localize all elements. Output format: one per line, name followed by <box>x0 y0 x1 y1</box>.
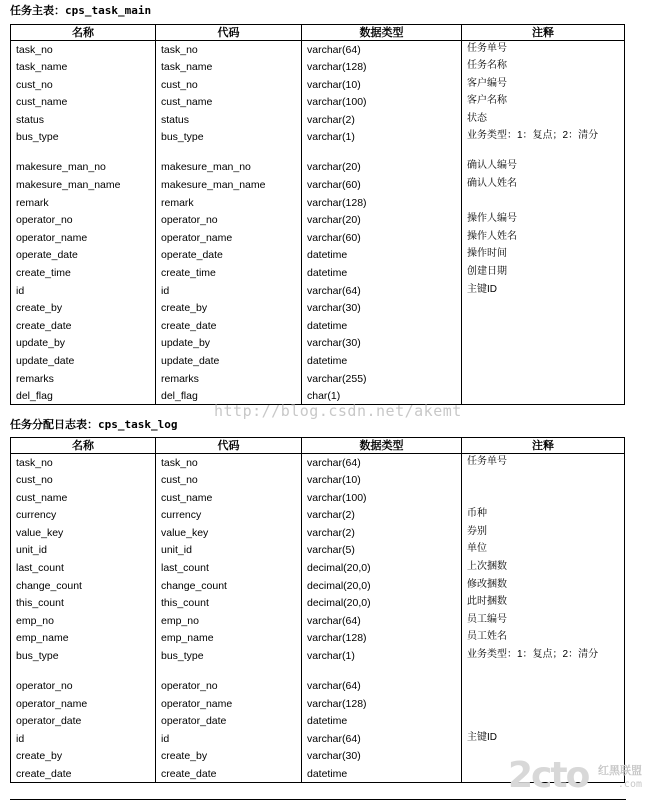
table-task-log <box>10 437 625 783</box>
header-comment: 注释 <box>462 438 625 454</box>
cell-name: this_count <box>11 594 156 612</box>
cell-code: operator_no <box>156 211 302 229</box>
table-row <box>11 111 625 129</box>
cell-name: operator_no <box>11 677 156 695</box>
cell-comment: 业务类型：1：复点；2：清分 <box>462 647 625 677</box>
cell-type: decimal(20,0) <box>302 577 462 595</box>
cell-name: value_key <box>11 524 156 542</box>
cell-comment: 创建日期 <box>462 264 625 282</box>
cell-type: char(1) <box>302 387 462 405</box>
table-row <box>11 471 625 489</box>
table-row <box>11 93 625 111</box>
cell-type: datetime <box>302 352 462 370</box>
logo-main-text: 2cto <box>508 755 589 796</box>
cell-comment <box>462 334 625 352</box>
cell-type: decimal(20,0) <box>302 559 462 577</box>
cell-comment <box>462 352 625 370</box>
cell-comment: 主键ID <box>462 282 625 300</box>
cell-type: varchar(2) <box>302 524 462 542</box>
cell-type: datetime <box>302 317 462 335</box>
cell-type: varchar(60) <box>302 229 462 247</box>
table-row <box>11 317 625 335</box>
cell-type: varchar(30) <box>302 747 462 765</box>
cell-comment <box>462 194 625 212</box>
table-row <box>11 229 625 247</box>
table-row <box>11 695 625 713</box>
cell-comment: 员工编号 <box>462 612 625 630</box>
table-row <box>11 559 625 577</box>
cell-code: id <box>156 282 302 300</box>
table-row <box>11 730 625 748</box>
table-row <box>11 264 625 282</box>
cell-code: operator_no <box>156 677 302 695</box>
header-code: 代码 <box>156 438 302 454</box>
table-header-row <box>11 25 625 41</box>
cell-type: varchar(128) <box>302 194 462 212</box>
cell-code: makesure_man_name <box>156 176 302 194</box>
cell-code: del_flag <box>156 387 302 405</box>
header-name: 名称 <box>11 25 156 41</box>
cell-type: datetime <box>302 712 462 730</box>
cell-name: remarks <box>11 370 156 388</box>
table-task-main <box>10 24 625 405</box>
cell-type: varchar(64) <box>302 454 462 472</box>
cell-comment: 操作时间 <box>462 246 625 264</box>
cell-name: cust_name <box>11 93 156 111</box>
cell-code: create_date <box>156 317 302 335</box>
table-row <box>11 647 625 677</box>
cell-type: decimal(20,0) <box>302 594 462 612</box>
cell-comment <box>462 489 625 507</box>
cell-name: task_name <box>11 58 156 76</box>
table-row <box>11 352 625 370</box>
cell-type: varchar(20) <box>302 211 462 229</box>
section-title-task-log: 任务分配日志表：cps_task_log <box>10 418 178 431</box>
cell-code: update_date <box>156 352 302 370</box>
cell-type: varchar(64) <box>302 41 462 59</box>
header-type: 数据类型 <box>302 438 462 454</box>
cell-comment: 主键ID <box>462 730 625 748</box>
cell-name: operator_no <box>11 211 156 229</box>
cell-type: varchar(2) <box>302 506 462 524</box>
cell-name: bus_type <box>11 647 156 677</box>
logo-cn-text: 红黑联盟 <box>598 765 642 777</box>
table-row <box>11 76 625 94</box>
cell-name: update_date <box>11 352 156 370</box>
cell-comment <box>462 299 625 317</box>
cell-code: currency <box>156 506 302 524</box>
cell-code: cust_name <box>156 489 302 507</box>
table-row <box>11 506 625 524</box>
cell-type: varchar(64) <box>302 677 462 695</box>
cell-type: varchar(128) <box>302 58 462 76</box>
cell-name: unit_id <box>11 541 156 559</box>
cell-type: varchar(64) <box>302 730 462 748</box>
table-row <box>11 370 625 388</box>
cell-name: status <box>11 111 156 129</box>
header-code: 代码 <box>156 25 302 41</box>
cell-code: emp_name <box>156 629 302 647</box>
cell-comment: 任务单号 <box>462 41 625 59</box>
cell-name: create_by <box>11 299 156 317</box>
table-row <box>11 128 625 158</box>
table-row <box>11 299 625 317</box>
cell-comment <box>462 471 625 489</box>
cell-type: varchar(60) <box>302 176 462 194</box>
cell-comment <box>462 695 625 713</box>
cell-code: create_by <box>156 299 302 317</box>
table-row <box>11 211 625 229</box>
cell-code: create_date <box>156 765 302 783</box>
cell-code: task_name <box>156 58 302 76</box>
table-row <box>11 246 625 264</box>
cell-code: value_key <box>156 524 302 542</box>
table-row <box>11 524 625 542</box>
cell-name: create_by <box>11 747 156 765</box>
cell-comment <box>462 712 625 730</box>
table-row <box>11 577 625 595</box>
cell-code: change_count <box>156 577 302 595</box>
table-header-row <box>11 438 625 454</box>
cell-type: varchar(64) <box>302 612 462 630</box>
table-row <box>11 194 625 212</box>
cell-name: create_time <box>11 264 156 282</box>
table-row <box>11 158 625 176</box>
table-row <box>11 712 625 730</box>
cell-code: remarks <box>156 370 302 388</box>
cell-comment <box>462 387 625 405</box>
cell-type: varchar(2) <box>302 111 462 129</box>
cell-name: create_date <box>11 765 156 783</box>
cell-name: emp_name <box>11 629 156 647</box>
cell-type: varchar(255) <box>302 370 462 388</box>
cell-type: varchar(100) <box>302 489 462 507</box>
cell-name: task_no <box>11 454 156 472</box>
cell-comment: 员工姓名 <box>462 629 625 647</box>
cell-name: id <box>11 282 156 300</box>
cell-code: operate_date <box>156 246 302 264</box>
cell-comment <box>462 370 625 388</box>
cell-type: varchar(10) <box>302 76 462 94</box>
cell-code: remark <box>156 194 302 212</box>
cell-code: task_no <box>156 454 302 472</box>
cell-code: update_by <box>156 334 302 352</box>
cell-comment: 任务名称 <box>462 58 625 76</box>
cell-type: varchar(1) <box>302 647 462 677</box>
cell-comment: 修改捆数 <box>462 577 625 595</box>
cell-name: cust_no <box>11 76 156 94</box>
cell-type: varchar(128) <box>302 695 462 713</box>
cell-comment: 状态 <box>462 111 625 129</box>
table-row <box>11 612 625 630</box>
cell-code: cust_name <box>156 93 302 111</box>
cell-name: change_count <box>11 577 156 595</box>
cell-comment: 券别 <box>462 524 625 542</box>
table-row <box>11 489 625 507</box>
cell-name: currency <box>11 506 156 524</box>
cell-name: cust_no <box>11 471 156 489</box>
cell-code: create_time <box>156 264 302 282</box>
cell-name: emp_no <box>11 612 156 630</box>
cell-code: operator_date <box>156 712 302 730</box>
cell-comment <box>462 317 625 335</box>
cell-comment: 客户编号 <box>462 76 625 94</box>
cell-name: update_by <box>11 334 156 352</box>
cell-code: operator_name <box>156 229 302 247</box>
cell-type: varchar(64) <box>302 282 462 300</box>
section-title-task-main: 任务主表：cps_task_main <box>10 4 152 17</box>
table-row <box>11 334 625 352</box>
cell-comment: 操作人编号 <box>462 211 625 229</box>
cell-name: makesure_man_name <box>11 176 156 194</box>
header-comment: 注释 <box>462 25 625 41</box>
cell-comment: 确认人编号 <box>462 158 625 176</box>
table-row <box>11 594 625 612</box>
cell-type: varchar(1) <box>302 128 462 158</box>
cell-comment: 客户名称 <box>462 93 625 111</box>
cell-code: cust_no <box>156 76 302 94</box>
cell-type: datetime <box>302 765 462 783</box>
cell-code: id <box>156 730 302 748</box>
logo-url-text: .com <box>617 779 642 790</box>
cell-code: bus_type <box>156 128 302 158</box>
cell-code: bus_type <box>156 647 302 677</box>
cell-name: id <box>11 730 156 748</box>
cell-comment: 此时捆数 <box>462 594 625 612</box>
cell-type: varchar(10) <box>302 471 462 489</box>
cell-type: varchar(20) <box>302 158 462 176</box>
cell-comment: 确认人姓名 <box>462 176 625 194</box>
table-row <box>11 541 625 559</box>
cell-name: operator_name <box>11 695 156 713</box>
table-row <box>11 176 625 194</box>
cell-name: remark <box>11 194 156 212</box>
cell-code: this_count <box>156 594 302 612</box>
cell-type: datetime <box>302 246 462 264</box>
cell-name: bus_type <box>11 128 156 158</box>
cell-name: last_count <box>11 559 156 577</box>
cell-code: status <box>156 111 302 129</box>
cell-name: makesure_man_no <box>11 158 156 176</box>
cell-comment: 单位 <box>462 541 625 559</box>
table-row <box>11 282 625 300</box>
cell-code: operator_name <box>156 695 302 713</box>
cell-code: last_count <box>156 559 302 577</box>
cell-type: varchar(128) <box>302 629 462 647</box>
cell-code: emp_no <box>156 612 302 630</box>
table-row <box>11 41 625 59</box>
cell-name: operator_date <box>11 712 156 730</box>
cell-code: task_no <box>156 41 302 59</box>
cell-comment: 操作人姓名 <box>462 229 625 247</box>
table-row <box>11 454 625 472</box>
cell-name: task_no <box>11 41 156 59</box>
cell-name: create_date <box>11 317 156 335</box>
cell-type: varchar(30) <box>302 334 462 352</box>
cell-type: varchar(5) <box>302 541 462 559</box>
cell-name: del_flag <box>11 387 156 405</box>
table-row <box>11 677 625 695</box>
table-row <box>11 629 625 647</box>
cell-comment: 上次捆数 <box>462 559 625 577</box>
cell-comment: 业务类型：1：复点；2：清分 <box>462 128 625 158</box>
table-row <box>11 58 625 76</box>
cell-type: varchar(30) <box>302 299 462 317</box>
cell-code: cust_no <box>156 471 302 489</box>
cell-code: unit_id <box>156 541 302 559</box>
cell-name: operate_date <box>11 246 156 264</box>
site-logo <box>508 756 644 800</box>
cell-code: makesure_man_no <box>156 158 302 176</box>
cell-code: create_by <box>156 747 302 765</box>
cell-name: operator_name <box>11 229 156 247</box>
cell-type: varchar(100) <box>302 93 462 111</box>
header-type: 数据类型 <box>302 25 462 41</box>
header-name: 名称 <box>11 438 156 454</box>
cell-comment: 币种 <box>462 506 625 524</box>
cell-comment: 任务单号 <box>462 454 625 472</box>
cell-comment <box>462 677 625 695</box>
cell-name: cust_name <box>11 489 156 507</box>
cell-type: datetime <box>302 264 462 282</box>
watermark-url: http://blog.csdn.net/akemt <box>214 402 462 420</box>
